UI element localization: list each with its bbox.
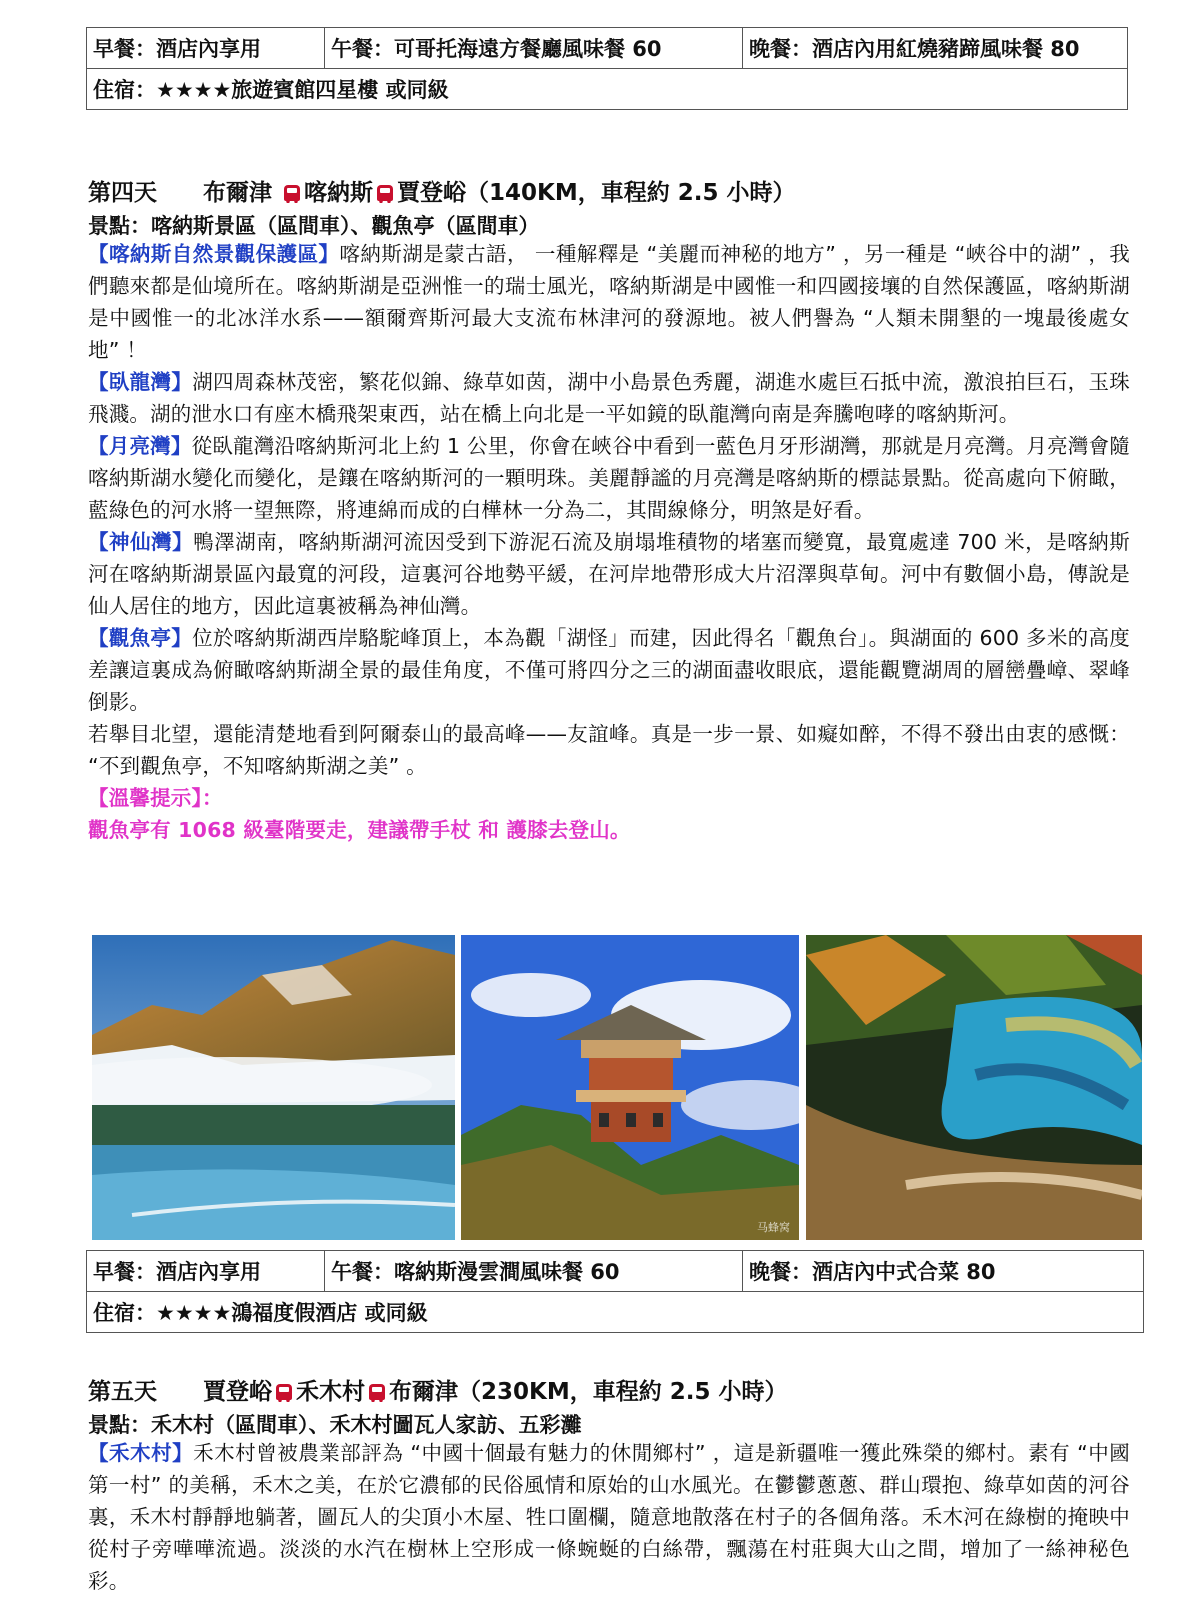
photo-moon-bay: [806, 935, 1142, 1240]
lunch-cell: 午餐：喀納斯漫雲澗風味餐 60: [325, 1251, 743, 1292]
photo-fish-pavilion: [461, 935, 799, 1240]
day5-title: [88, 1373, 787, 1406]
section-heading: 【喀納斯自然景觀保護區】: [88, 242, 340, 266]
day5-route-start: 賈登峪: [203, 1379, 272, 1405]
section-extra: 若舉目北望，還能清楚地看到阿爾泰山的最高峰——友誼峰。真是一步一景、如癡如醉，不得不發出由衷的感慨： “不到觀魚亭，不知喀納斯湖之美” 。: [88, 722, 1130, 778]
section-text: 鴨澤湖南，喀納斯湖河流因受到下游泥石流及崩塌堆積物的堵塞而變寬，最寬處達 700 米，是喀納斯河在喀納斯湖景區內最寬的河段，這裏河谷地勢平緩，在河岸地帶形成大片沼澤與草甸。河中有數個小島，傳說是仙人居住的地方，因此這裏被稱為神仙灣。: [88, 530, 1131, 618]
section-text: 位於喀納斯湖西岸駱駝峰頂上，本為觀「湖怪」而建，因此得名「觀魚台」。與湖面的 600 多米的高度差讓這裏成為俯瞰喀納斯湖全景的最佳角度，不僅可將四分之三的湖面盡收眼底，還能觀覽湖周的層巒疊嶂、翠峰倒影。: [88, 626, 1130, 714]
section-text: 喀納斯湖是蒙古語， 一種解釋是 “美麗而神秘的地方” ，另一種是 “峽谷中的湖” ，我們聽來都是仙境所在。喀納斯湖是亞洲惟一的瑞士風光，喀納斯湖是中國惟一和四國接壤的自然保護區，喀納斯湖是中國惟一的北冰洋水系——額爾齊斯河最大支流布林津河的發源地。被人們譽為 “人類未開墾的一塊最後處女地” ！: [88, 242, 1130, 362]
day5-description: [88, 1437, 1130, 1597]
section-moon-bay: [88, 430, 1130, 526]
lunch-cell: 午餐：可哥托海遠方餐廳風味餐 60: [325, 28, 743, 69]
day5-route-mid: 禾木村: [296, 1379, 365, 1405]
section-immortal-bay: [88, 526, 1130, 622]
bus-icon: [276, 1384, 292, 1400]
day4-title: [88, 174, 796, 207]
section-heading: 【觀魚亭】: [88, 626, 193, 650]
lodging-cell: 住宿：★★★★旅遊賓館四星樓 或同級: [87, 69, 1128, 110]
bus-icon: [369, 1384, 385, 1400]
dinner-cell: 晚餐：酒店內用紅燒豬蹄風味餐 80: [743, 28, 1128, 69]
tip-heading: 【溫馨提示】：: [88, 786, 223, 810]
section-heading: 【神仙灣】: [88, 530, 194, 554]
section-text: 湖四周森林茂密，繁花似錦、綠草如茵，湖中小島景色秀麗，湖進水處巨石抵中流，激浪拍巨石，玉珠飛濺。湖的泄水口有座木橋飛架東西，站在橋上向北是一平如鏡的臥龍灣向南是奔騰咆哮的喀納斯河。: [88, 370, 1131, 426]
day4-description: [88, 238, 1130, 846]
breakfast-cell: 早餐：酒店內享用: [87, 1251, 325, 1292]
lodging-cell: 住宿：★★★★鴻福度假酒店 或同級: [87, 1292, 1144, 1333]
day4-route-end: 賈登峪（140KM，車程約 2.5 小時）: [397, 180, 796, 206]
day4-route-start: 布爾津: [203, 180, 272, 206]
photo-watermark: 马蜂窝: [757, 1221, 790, 1234]
meal-table-day3: [86, 27, 1128, 110]
section-heading: 【臥龍灣】: [88, 370, 193, 394]
day4-route-mid: 喀納斯: [304, 180, 374, 206]
section-wolong-bay: [88, 366, 1130, 430]
day5-route-end: 布爾津（230KM，車程約 2.5 小時）: [389, 1379, 788, 1405]
section-text: 禾木村曾被農業部評為 “中國十個最有魅力的休閒鄉村” ，這是新疆唯一獲此殊榮的鄉村。素有 “中國第一村” 的美稱，禾木之美，在於它濃郁的民俗風情和原始的山水風光。在鬱鬱蔥蔥、群山環抱、綠草如茵的河谷裏，禾木村靜靜地躺著，圖瓦人的尖頂小木屋、牲口圍欄，隨意地散落在村子的各個角落。禾木河在綠樹的掩映中從村子旁嘩嘩流過。淡淡的水汽在樹林上空形成一條蜿蜒的白絲帶，飄蕩在村莊與大山之間，增加了一絲神秘色彩。: [88, 1441, 1131, 1593]
dinner-cell: 晚餐：酒店內中式合菜 80: [743, 1251, 1144, 1292]
section-kanas: [88, 238, 1130, 366]
day5-label: 第五天: [88, 1379, 157, 1405]
breakfast-cell: 早餐：酒店內享用: [87, 28, 325, 69]
section-heading: 【禾木村】: [88, 1441, 194, 1465]
day4-label: 第四天: [88, 180, 157, 206]
section-hemu-village: [88, 1437, 1130, 1597]
photo-kanas-lake: [92, 935, 455, 1240]
meal-table-day4: [86, 1250, 1144, 1333]
bus-icon: [284, 185, 300, 201]
tip-text: 觀魚亭有 1068 級臺階要走，建議帶手杖 和 護膝去登山。: [88, 818, 631, 842]
day5-spots: 景點：禾木村（區間車）、禾木村圖瓦人家訪、五彩灘: [88, 1413, 582, 1437]
bus-icon: [377, 185, 393, 201]
section-fish-pavilion: [88, 622, 1130, 718]
day4-spots: 景點：喀納斯景區（區間車）、觀魚亭（區間車）: [88, 214, 540, 238]
section-text: 從臥龍灣沿喀納斯河北上約 1 公里，你會在峽谷中看到一藍色月牙形湖灣，那就是月亮灣。月亮灣會隨喀納斯湖水變化而變化，是鑲在喀納斯河的一顆明珠。美麗靜謐的月亮灣是喀納斯的標誌景點。從高處向下俯瞰，藍綠色的河水將一望無際，將連綿而成的白樺林一分為二，其間線條分，明煞是好看。: [88, 434, 1130, 522]
section-heading: 【月亮灣】: [88, 434, 192, 458]
